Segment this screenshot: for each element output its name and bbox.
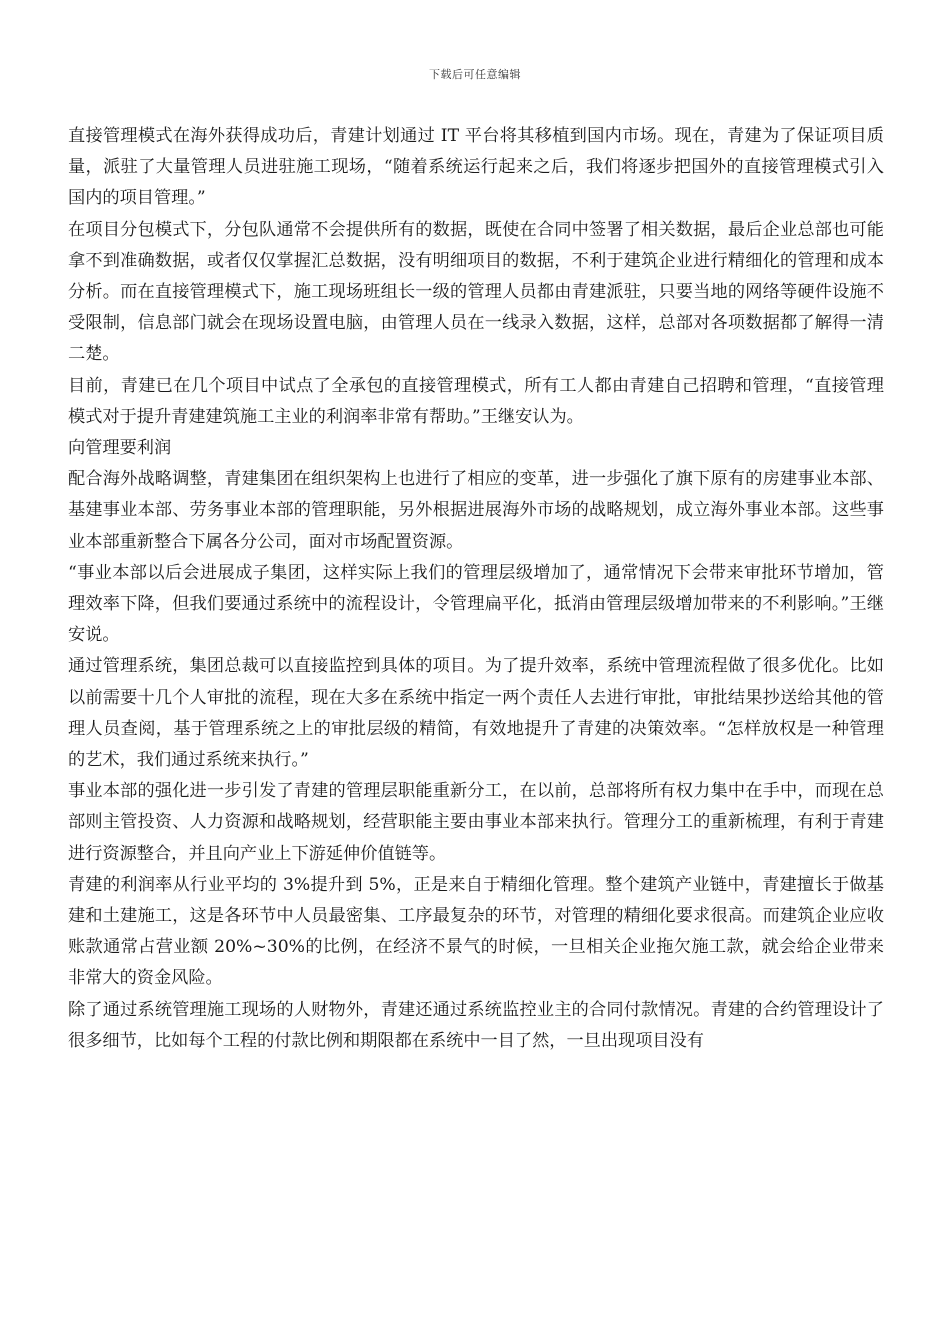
section-heading: 向管理要利润 [68,438,172,459]
paragraph-subcontract-data: 在项目分包模式下，分包队通常不会提供所有的数据，既使在合同中签署了相关数据，最后企业总部也可能拿不到准确数据，或者仅仅掌握汇总数据，没有明细项目的数据，不利于建筑企业进行精细化的管理和成本分析。而在直接管理模式下，施工现场班组长一级的管理人员都由青建派驻，只要当地的网络等硬件设施不受限制，信息部门就会在现场设置电脑，由管理人员在一线录入数据，这样，总部对各项数据都了解得一清二楚。 [68,219,884,365]
paragraph-division-quote: “事业本部以后会进展成子集团，这样实际上我们的管理层级增加了，通常情况下会带来审批环节增加，管理效率下降，但我们要通过系统中的流程设计，令管理扁平化，抵消由管理层级增加带来的不利影响。”王继安说。 [68,562,884,646]
paragraph-profit-margin: 青建的利润率从行业平均的 3%提升到 5%，正是来自于精细化管理。整个建筑产业链中，青建擅长于做基建和土建施工，这是各环节中人员最密集、工序最复杂的环节，对管理的精细化要求很高。而建筑企业应收账款通常占营业额 20%~30%的比例，在经济不景气的时候，一旦相关企业拖欠施工款，就会给企业带来非常大的资金风险。 [68,874,884,989]
paragraph-pilot-projects: 目前，青建已在几个项目中试点了全承包的直接管理模式，所有工人都由青建自己招聘和管理，“直接管理模式对于提升青建建筑施工主业的利润率非常有帮助。”王继安认为。 [68,375,884,427]
paragraph-org-restructure: 配合海外战略调整，青建集团在组织架构上也进行了相应的变革，进一步强化了旗下原有的房建事业本部、基建事业本部、劳务事业本部的管理职能，另外根据进展海外市场的战略规划，成立海外事业本部。这些事业本部重新整合下属各分公司，面对市场配置资源。 [68,469,884,552]
page-header-note: 下载后可任意编辑 [429,68,521,81]
paragraph-overseas-direct-management: 直接管理模式在海外获得成功后，青建计划通过 IT 平台将其移植到国内市场。现在，青建为了保证项目质量，派驻了大量管理人员进驻施工现场，“随着系统运行起来之后，我们将逐步把国外的直接管理模式引入国内的项目管理。” [68,126,884,209]
paragraph-contract-payment: 除了通过系统管理施工现场的人财物外，青建还通过系统监控业主的合同付款情况。青建的合约管理设计了很多细节，比如每个工程的付款比例和期限都在系统中一目了然，一旦出现项目没有 [68,999,884,1051]
paragraph-division-of-duties: 事业本部的强化进一步引发了青建的管理层职能重新分工，在以前，总部将所有权力集中在手中，而现在总部则主管投资、人力资源和战略规划，经营职能主要由事业本部来执行。管理分工的重新梳理，有利于青建进行资源整合，并且向产业上下游延伸价值链等。 [68,781,884,864]
paragraph-approval-process: 通过管理系统，集团总裁可以直接监控到具体的项目。为了提升效率，系统中管理流程做了很多优化。比如以前需要十几个人审批的流程，现在大多在系统中指定一两个责任人去进行审批，审批结果抄送给其他的管理人员查阅，基于管理系统之上的审批层级的精简，有效地提升了青建的决策效率。“怎样放权是一种管理的艺术，我们通过系统来执行。” [68,656,884,771]
document-body [68,121,884,1057]
